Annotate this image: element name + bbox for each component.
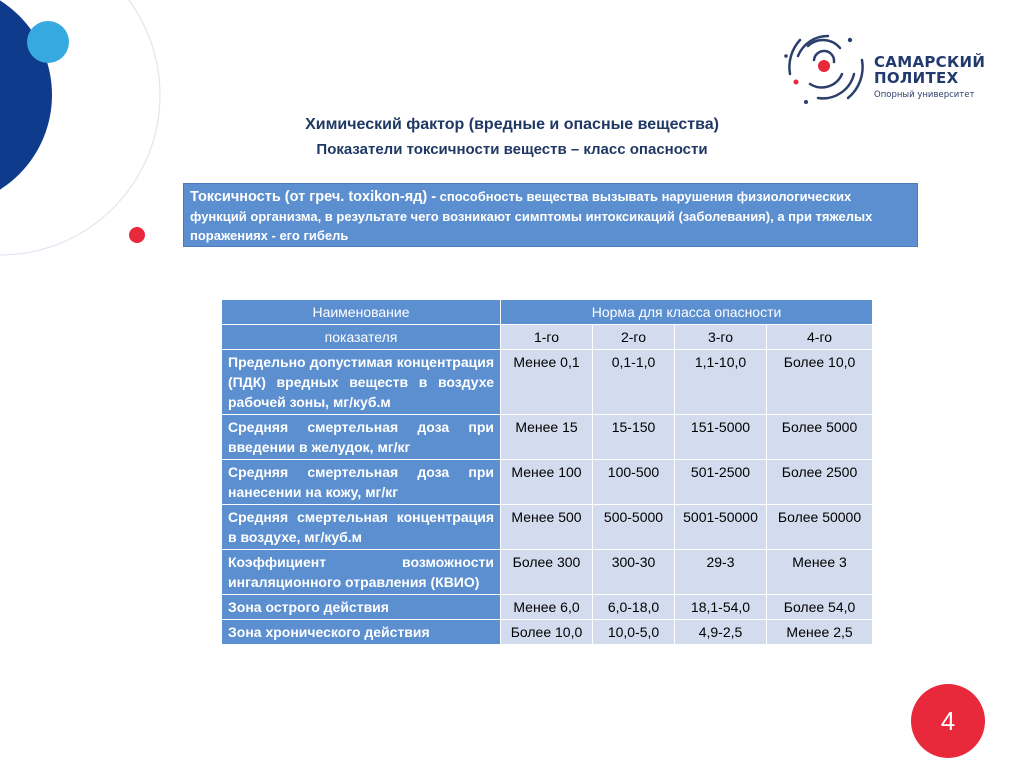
class-1-value: Менее 0,1 [501, 350, 593, 415]
class-1-header: 1-го [501, 325, 593, 350]
slide-subtitle: Показатели токсичности веществ – класс опасности [316, 141, 708, 158]
class-1-value: Менее 500 [501, 505, 593, 550]
logo-line1: САМАРСКИЙ [874, 53, 986, 71]
table-row [222, 350, 873, 415]
header-name-top: Наименование [222, 300, 501, 325]
class-2-value: 500-5000 [593, 505, 675, 550]
class-4-value: Более 50000 [767, 505, 873, 550]
indicator-name: Средняя смертельная доза при введении в желудок, мг/кг [222, 415, 501, 460]
class-3-header: 3-го [675, 325, 767, 350]
toxicity-table [221, 299, 873, 645]
table-row [222, 620, 873, 645]
class-1-value: Более 300 [501, 550, 593, 595]
class-1-value: Менее 100 [501, 460, 593, 505]
class-3-value: 501-2500 [675, 460, 767, 505]
logo-subtitle: Опорный университет [874, 90, 975, 100]
class-2-value: 6,0-18,0 [593, 595, 675, 620]
logo-emblem-icon [778, 26, 868, 110]
class-4-value: Более 2500 [767, 460, 873, 505]
class-4-value: Более 54,0 [767, 595, 873, 620]
class-1-value: Менее 6,0 [501, 595, 593, 620]
table-row [222, 460, 873, 505]
definition-box [183, 183, 918, 247]
class-2-value: 15-150 [593, 415, 675, 460]
class-2-value: 100-500 [593, 460, 675, 505]
class-4-header: 4-го [767, 325, 873, 350]
slide-title: Химический фактор (вредные и опасные вещества) [305, 116, 719, 133]
definition-term: Токсичность (от греч. toxikon-яд) - [190, 189, 437, 205]
class-2-header: 2-го [593, 325, 675, 350]
class-4-value: Менее 2,5 [767, 620, 873, 645]
indicator-name: Коэффициент возможности ингаляционного отравления (КВИО) [222, 550, 501, 595]
class-4-value: Более 5000 [767, 415, 873, 460]
indicator-name: Зона хронического действия [222, 620, 501, 645]
class-3-value: 151-5000 [675, 415, 767, 460]
class-3-value: 5001-50000 [675, 505, 767, 550]
logo-text [874, 54, 985, 86]
header-norm: Норма для класса опасности [501, 300, 873, 325]
table-row [222, 595, 873, 620]
indicator-name: Средняя смертельная концентрация в воздухе, мг/куб.м [222, 505, 501, 550]
indicator-name: Средняя смертельная доза при нанесении на кожу, мг/кг [222, 460, 501, 505]
class-2-value: 0,1-1,0 [593, 350, 675, 415]
definition-text: способность вещества вызывать нарушения физиологических функций организма, в результате чего возникают симптомы интоксикаций (заболевания), а при тяжелых поражениях - его гибель [190, 189, 873, 243]
logo-line2: ПОЛИТЕХ [874, 69, 959, 87]
table-row [222, 415, 873, 460]
page-number: 4 [940, 705, 956, 736]
class-3-value: 1,1-10,0 [675, 350, 767, 415]
class-2-value: 300-30 [593, 550, 675, 595]
indicator-name: Зона острого действия [222, 595, 501, 620]
class-4-value: Более 10,0 [767, 350, 873, 415]
decorative-circles [0, 0, 200, 320]
table-subheader-row [222, 325, 873, 350]
indicator-name: Предельно допустимая концентрация (ПДК) вредных веществ в воздухе рабочей зоны, мг/куб.м [222, 350, 501, 415]
header-name-bottom: показателя [222, 325, 501, 350]
table-row [222, 505, 873, 550]
class-1-value: Более 10,0 [501, 620, 593, 645]
class-4-value: Менее 3 [767, 550, 873, 595]
class-2-value: 10,0-5,0 [593, 620, 675, 645]
class-3-value: 29-3 [675, 550, 767, 595]
class-3-value: 4,9-2,5 [675, 620, 767, 645]
class-3-value: 18,1-54,0 [675, 595, 767, 620]
samara-polytech-logo [778, 26, 986, 110]
table-row [222, 550, 873, 595]
class-1-value: Менее 15 [501, 415, 593, 460]
table-header-row [222, 300, 873, 325]
page-number-badge [911, 684, 985, 758]
